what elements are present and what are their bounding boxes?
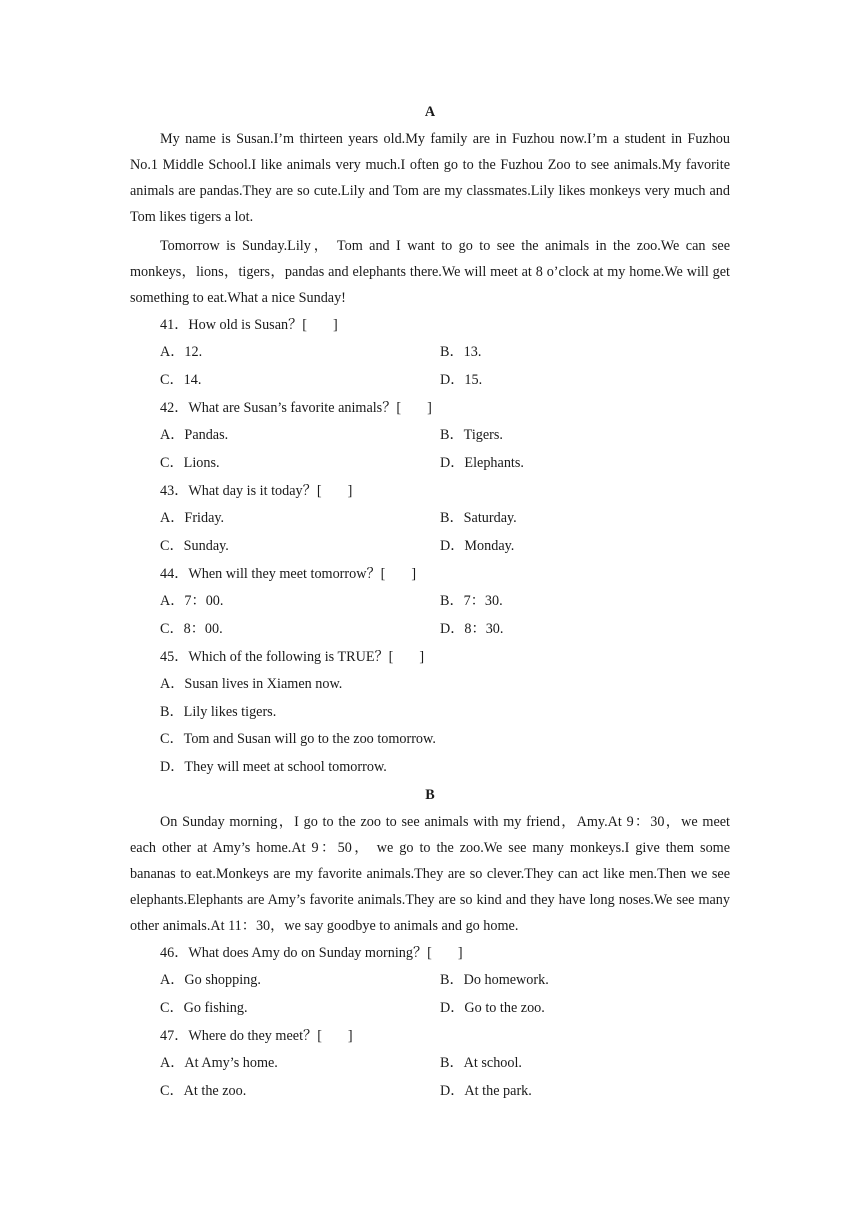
option-44-d: D．8：30. [440,620,504,637]
option-44-a: A．7：00. [160,593,224,609]
option-46-c: C．Go fishing. [160,999,248,1016]
option-46-b: B．Do homework. [440,972,549,988]
option-45-c: C．Tom and Susan will go to the zoo tomorrow. [160,731,436,747]
question-41-options-row-2 [130,367,730,395]
option-41-b: B．13. [440,344,482,360]
question-46-options-row-2 [130,995,730,1023]
question-46: 46．What does Amy do on Sunday morning？[ ] [160,945,463,961]
option-45-b: B．Lily likes tigers. [160,703,277,720]
option-44-b: B．7：30. [440,593,503,609]
question-42-options-row-2 [130,450,730,478]
question-43: 43．What day is it today？[ ] [160,483,353,499]
question-46-options-row-1 [130,967,730,995]
option-43-a: A．Friday. [160,510,225,526]
question-41: 41．How old is Susan？[ ] [160,317,338,333]
section-b-paragraph: On Sunday morning，I go to the zoo to see animals with my friend，Amy.At 9：30，we meet each other at Amy’s home.At 9：50， we go to the zoo.We see many monkeys.I give them some bananas to eat.Monkeys are my favorite animals.They are so clever.They can act like men.Then we see elephants.Elephants are Amy’s favorite animals.They are so kind and they have long noses.We see many other animals.At 11：30，we say goodbye to animals and go home. [130,814,730,934]
section-a-paragraph-2: Tomorrow is Sunday.Lily， Tom and I want to go to see the animals in the zoo.We can see monkeys，lions，tigers，pandas and elephants there.We will meet at 8 o’clock at my home.We will get something to eat.What a nice Sunday! [130,238,730,306]
question-42-options-row-1 [130,422,730,450]
option-44-c: C．8：00. [160,620,223,637]
question-47: 47．Where do they meet？[ ] [160,1028,353,1044]
section-b-title: B [425,787,435,803]
question-44-options-row-2 [130,616,730,644]
section-a-paragraph-1: My name is Susan.I’m thirteen years old.My family are in Fuzhou now.I’m a student in Fuzhou No.1 Middle School.I like animals very much.I often go to the Fuzhou Zoo to see animals.My favorite animals are pandas.They are so cute.Lily and Tom are my classmates.Lily likes monkeys very much and Tom likes tigers a lot. [130,131,730,225]
option-43-d: D．Monday. [440,537,515,554]
option-43-c: C．Sunday. [160,537,229,554]
option-41-d: D．15. [440,371,483,388]
question-44-options-row-1 [130,588,730,616]
question-45: 45．Which of the following is TRUE？[ ] [160,649,425,665]
question-41-options-row-1 [130,339,730,367]
option-46-d: D．Go to the zoo. [440,999,545,1016]
option-45-d: D．They will meet at school tomorrow. [160,758,387,775]
option-42-c: C．Lions. [160,454,220,471]
option-47-b: B．At school. [440,1055,522,1071]
option-45-a: A．Susan lives in Xiamen now. [160,676,343,692]
question-47-options-row-2 [130,1078,730,1106]
option-42-d: D．Elephants. [440,454,524,471]
option-47-d: D．At the park. [440,1082,532,1099]
option-41-a: A．12. [160,344,203,360]
option-42-b: B．Tigers. [440,427,503,443]
option-43-b: B．Saturday. [440,510,517,526]
option-47-a: A．At Amy’s home. [160,1055,278,1071]
question-43-options-row-1 [130,505,730,533]
option-47-c: C．At the zoo. [160,1082,247,1099]
worksheet-page [130,98,730,1105]
question-43-options-row-2 [130,533,730,561]
option-41-c: C．14. [160,371,202,388]
question-44: 44．When will they meet tomorrow？[ ] [160,566,417,582]
option-46-a: A．Go shopping. [160,972,261,988]
question-42: 42．What are Susan’s favorite animals？[ ] [160,400,432,416]
option-42-a: A．Pandas. [160,427,229,443]
section-a-title: A [424,104,436,120]
question-47-options-row-1 [130,1050,730,1078]
